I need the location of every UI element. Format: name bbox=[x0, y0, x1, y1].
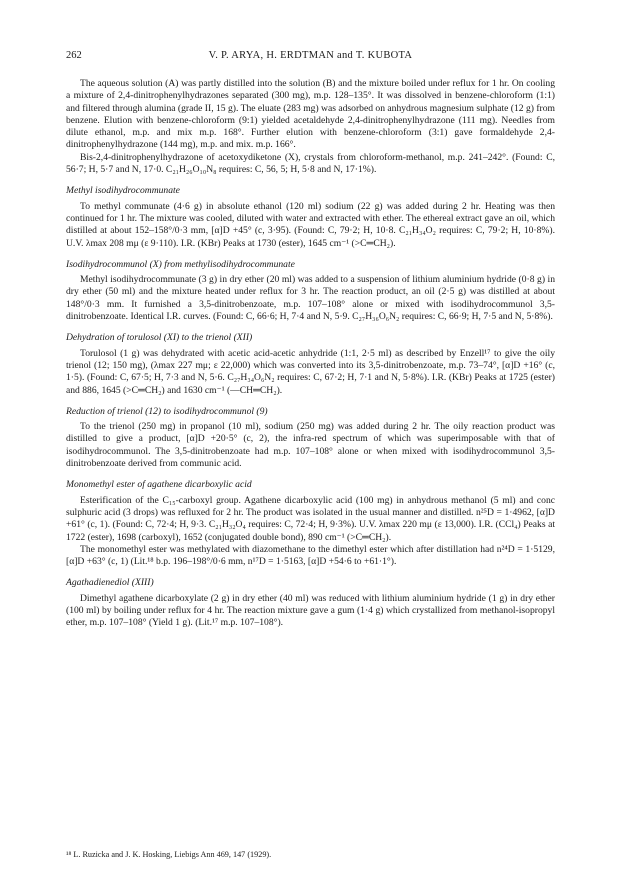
page-number: 262 bbox=[66, 50, 82, 61]
paragraph: Dimethyl agathene dicarboxylate (2 g) in dry ether (40 ml) was reduced with lithium aluminium hydride (1 g) in dry ether (100 ml) by boiling under reflux for 4 hr. The reaction mixture gave a gum (1·4 g) which crystallized from methanol-isopropyl ether, m.p. 107–108° (Yield 1 g). (Lit.¹⁷ m.p. 107–108°). bbox=[66, 592, 555, 629]
section-heading: Reduction of trienol (12) to isodihydrocommunol (9) bbox=[66, 405, 268, 417]
paragraph: The aqueous solution (A) was partly distilled into the solution (B) and the mixture boiled under reflux for 1 hr. On cooling a mixture of 2,4-dinitrophenylhydrazones separated (300 mg), m.p. 128–135°. It was dissolved in benzene-chloroform (1:1) and filtered through alumina (grade II, 15 g). The eluate (283 mg) was adsorbed on anhydrous magnesium sulphate (12 g) from benzene. Elution with benzene-chloroform (9:1) yielded acetaldehyde 2,4-dinitrophenylhydrazone (111 mg). Needles from dilute ethanol, m.p. and mix m.p. 168°. Further elution with benzene-chloroform (3:1) gave formaldehyde 2,4-dinitrophenylhydrazone (144 mg), m.p. and mix. m.p. 166°. bbox=[66, 78, 555, 151]
paragraph: Torulosol (1 g) was dehydrated with acetic acid-acetic anhydride (1:1, 2·5 ml) as described by Enzell¹⁷ to give the oily trienol (12; 150 mg), (λmax 227 mμ; ε 22,000) which was converted into its 3,5-dinitrobenzoate, m.p. 73–74°, [α]D +16° (c, 1·5). (Found: C, 67·5; H, 7·3 and N, 5·6. C₂₇H₃₄O₆N₂ requires: C, 67·2; H, 7·1 and N, 5·8%). I.R. (KBr) Peaks at 1725 (ester) and 886, 1645 (>C═CH₂) and 1630 cm⁻¹ (—CH═CH₂). bbox=[66, 347, 555, 396]
paragraph: To methyl communate (4·6 g) in absolute ethanol (120 ml) sodium (22 g) was added during 2 hr. Heating was then continued for 1 hr. The mixture was cooled, diluted with water and extracted with ether. The ethereal extract gave an oil, which distilled at about 152–158°/0·3 mm, [α]D +45° (c, 3·95). (Found: C, 79·2; H, 10·8. C₂₁H₃₄O₂ requires: C, 79·2; H, 10·8%). U.V. λmax 208 mμ (ε 9·110). I.R. (KBr) Peaks at 1730 (ester), 1645 cm⁻¹ (>C═CH₂). bbox=[66, 200, 555, 249]
article-body bbox=[66, 78, 555, 630]
section-heading: Isodihydrocommunol (X) from methylisodihydrocommunate bbox=[66, 258, 295, 270]
paragraph: Bis-2,4-dinitrophenylhydrazone of acetoxydiketone (X), crystals from chloroform-methanol, m.p. 241–242°. (Found: C, 56·7; H, 5·7 and N, 17·0. C₂₁H₂₆O₁₀N₈ requires: C, 56, 5; H, 5·8 and N, 17·1%). bbox=[66, 151, 555, 176]
section-heading: Monomethyl ester of agathene dicarboxylic acid bbox=[66, 479, 252, 491]
section-heading: Agathadienediol (XIII) bbox=[66, 577, 154, 589]
section-heading: Dehydration of torulosol (XI) to the trienol (XII) bbox=[66, 332, 253, 344]
section-heading: Methyl isodihydrocommunate bbox=[66, 185, 180, 197]
paragraph: The monomethyl ester was methylated with diazomethane to the dimethyl ester which after distillation had n²⁴D = 1·5129, [α]D +63° (c, 1) (Lit.¹⁸ b.p. 196–198°/0·6 mm, n¹⁷D = 1·5163, [α]D +54·6 to +61·1°). bbox=[66, 543, 555, 568]
paragraph: Esterification of the C₁₅-carboxyl group. Agathene dicarboxylic acid (100 mg) in anhydrous methanol (5 ml) and conc sulphuric acid (3 drops) was refluxed for 2 hr. The product was isolated in the usual manner and distilled. n²⁵D = 1·4962, [α]D +61° (c, 1). (Found: C, 72·4; H, 9·3. C₂₁H₃₂O₄ requires: C, 72·4; H, 9·3%). U.V. λmax 220 mμ (ε 13,000). I.R. (CCl₄) Peaks at 1722 (ester), 1698 (carboxyl), 1652 (conjugated double bond), 890 cm⁻¹ (>C═CH₂). bbox=[66, 494, 555, 543]
footnote: ¹⁸ L. Ruzicka and J. K. Hosking, Liebigs Ann 469, 147 (1929). bbox=[66, 850, 272, 859]
page-header bbox=[66, 50, 555, 64]
paragraph: Methyl isodihydrocommunate (3 g) in dry ether (20 ml) was added to a suspension of lithium aluminium hydride (0·8 g) in dry ether (50 ml) and the mixture heated under reflux for 3 hr. The reaction product, an oil (2·5 g) was distilled at about 148°/0·3 mm. It furnished a 3,5-dinitrobenzoate, m.p. 107–108° alone or mixed with isodihydrocommunol 3,5-dinitrobenzoate. Identical I.R. curves. (Found: C, 66·6; H, 7·4 and N, 5·9. C₂₇H₃₆O₆N₂ requires: C, 66·9; H, 7·5 and N, 5·8%). bbox=[66, 274, 555, 323]
running-title: V. P. ARYA, H. ERDTMAN and T. KUBOTA bbox=[208, 50, 413, 61]
paragraph: To the trienol (250 mg) in propanol (10 ml), sodium (250 mg) was added during 2 hr. The oily reaction product was distilled to give a product, [α]D +20·5° (c, 2), the infra-red spectrum of which was superimposable with that of isodihydrocommunol. The 3,5-dinitrobenzoate had m.p. 107–108° alone or when mixed with isodihydrocommunol 3,5-dinitrobenzoate derived from communic acid. bbox=[66, 421, 555, 470]
